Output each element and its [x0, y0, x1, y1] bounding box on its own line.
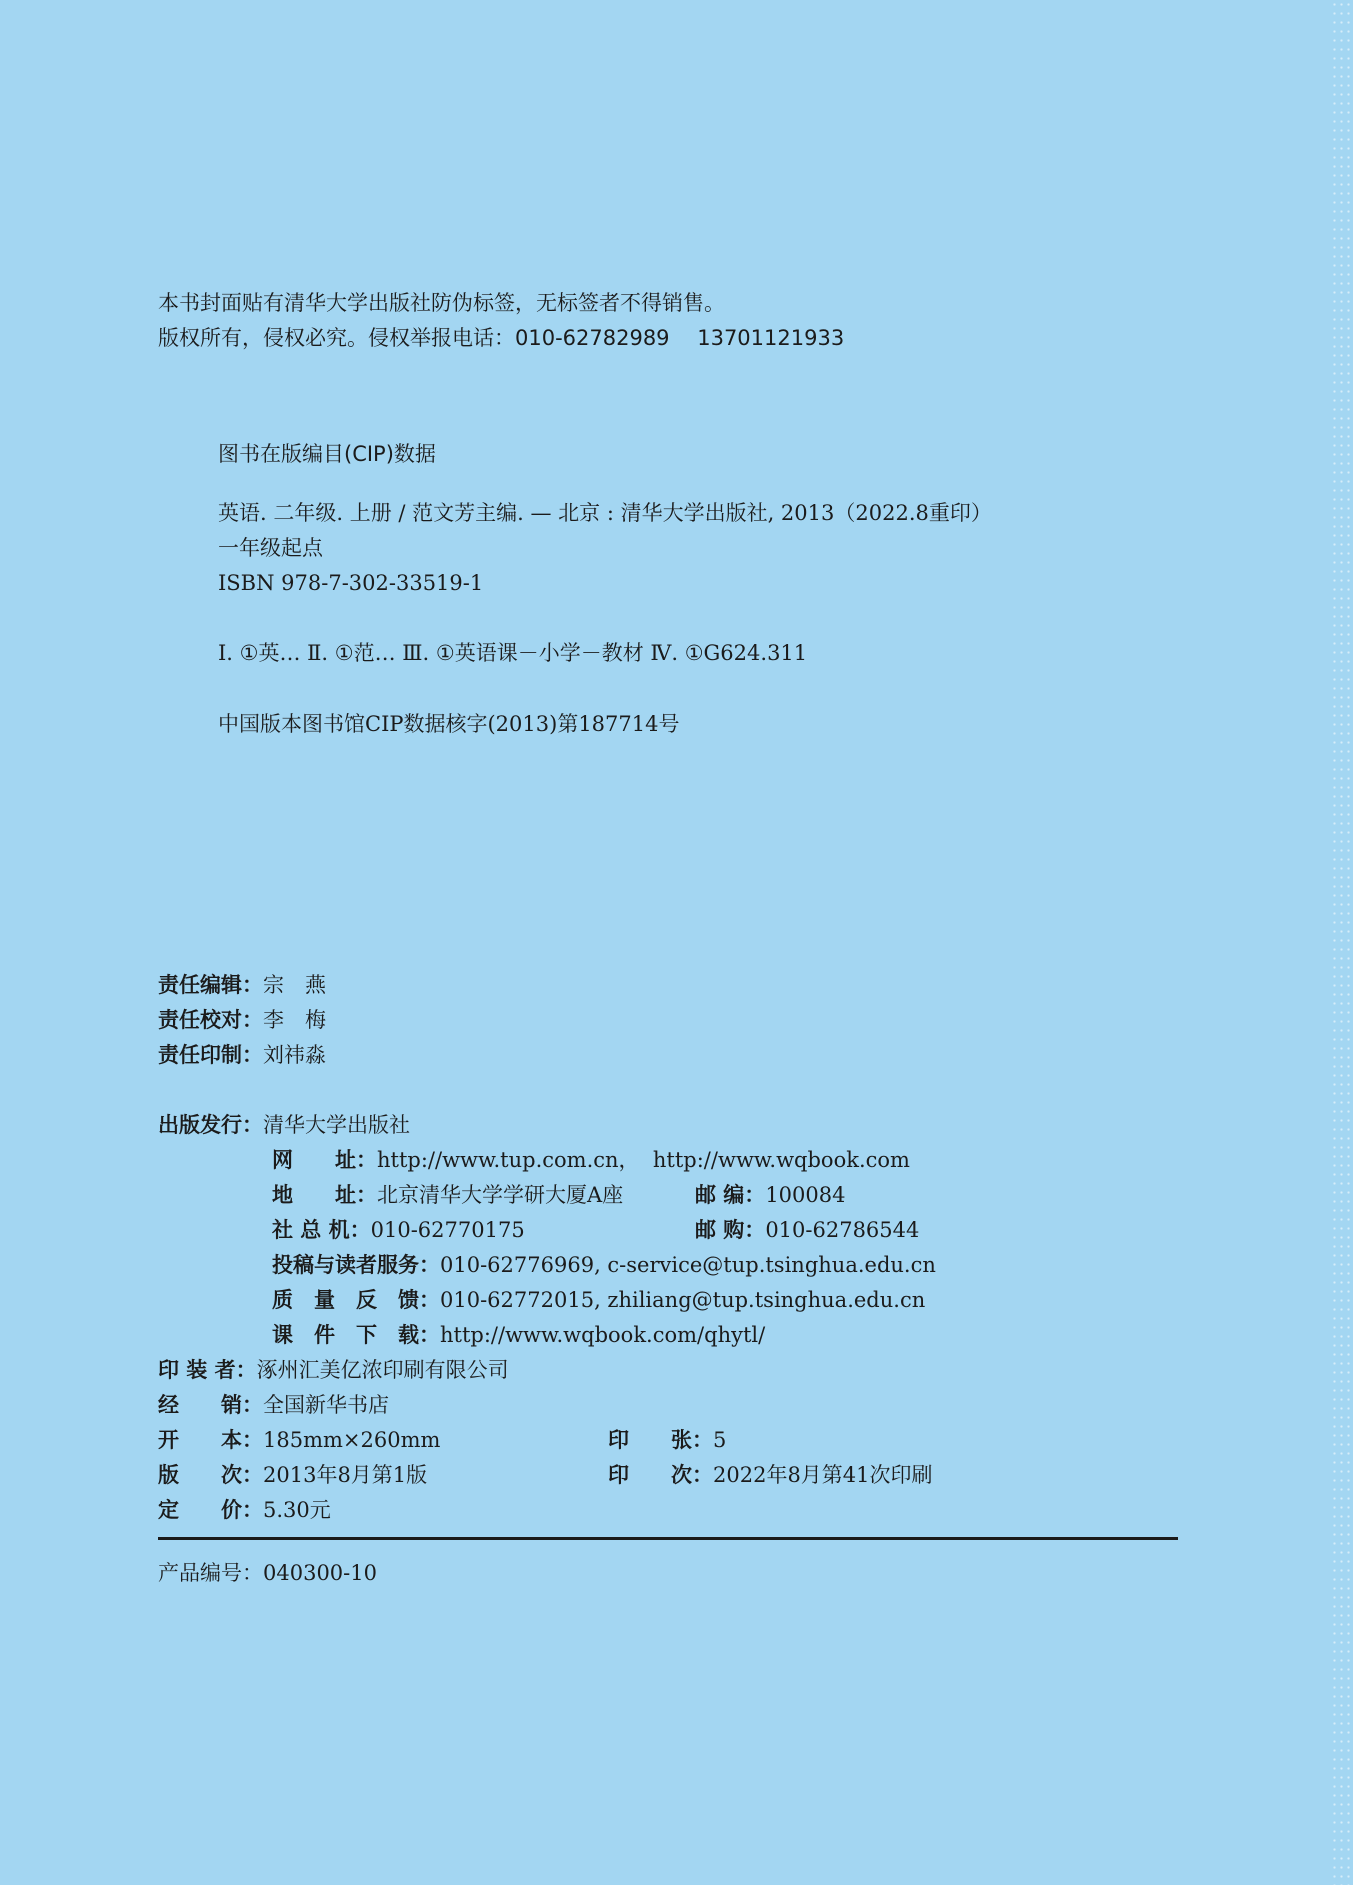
printer-value: 涿州汇美亿浓印刷有限公司 [256, 1358, 509, 1382]
service-row [272, 1252, 936, 1278]
format-row [158, 1427, 440, 1453]
website-value: http://www.tup.com.cn， http://www.wqbook.com [377, 1148, 910, 1172]
price-value: 5.30元 [263, 1498, 331, 1522]
editor-name: 宗 燕 [263, 973, 326, 997]
publisher-label: 出版发行： [158, 1113, 263, 1137]
service-value: 010-62776969, c-service@tup.tsinghua.edu.cn [440, 1253, 936, 1277]
editor-label: 责任编辑： [158, 973, 263, 997]
publisher-row [158, 1112, 410, 1138]
product-code-value: 040300-10 [263, 1561, 377, 1585]
staff-printing [158, 1042, 326, 1068]
download-label: 课 件 下 载： [272, 1323, 440, 1347]
address-label: 地 址： [272, 1183, 377, 1207]
publisher-name: 清华大学出版社 [263, 1113, 410, 1137]
sheets-row [608, 1427, 726, 1453]
staff-editor [158, 972, 326, 998]
format-value: 185mm×260mm [263, 1428, 441, 1452]
switchboard-label: 社 总 机： [272, 1218, 371, 1242]
address-row [272, 1182, 623, 1208]
switchboard-row [272, 1217, 525, 1243]
cip-record-number: 中国版本图书馆CIP数据核字(2013)第187714号 [218, 712, 680, 736]
mailorder-value: 010-62786544 [765, 1218, 920, 1242]
cip-isbn: ISBN 978-7-302-33519-1 [218, 571, 484, 595]
anti-counterfeit-notice: 本书封面贴有清华大学出版社防伪标签，无标签者不得销售。 [158, 291, 725, 315]
edition-row [158, 1462, 427, 1488]
price-label: 定 价： [158, 1498, 263, 1522]
service-label: 投稿与读者服务： [272, 1253, 440, 1277]
feedback-label: 质 量 反 馈： [272, 1288, 440, 1312]
impression-value: 2022年8月第41次印刷 [713, 1463, 933, 1487]
distributor-row [158, 1392, 389, 1418]
printing-name: 刘祎淼 [263, 1043, 326, 1067]
printer-row [158, 1357, 509, 1383]
website-label: 网 址： [272, 1148, 377, 1172]
cip-heading: 图书在版编目(CIP)数据 [218, 442, 436, 466]
staff-proofreader [158, 1007, 326, 1033]
sheets-value: 5 [713, 1428, 727, 1452]
mailorder-row [695, 1217, 919, 1243]
printer-label: 印 装 者： [158, 1358, 257, 1382]
feedback-value: 010-62772015, zhiliang@tup.tsinghua.edu.cn [440, 1288, 926, 1312]
divider-line [158, 1537, 1178, 1540]
cip-classification: Ⅰ. ①英… Ⅱ. ①范… Ⅲ. ①英语课－小学－教材 Ⅳ. ①G624.311 [218, 641, 808, 665]
download-value: http://www.wqbook.com/qhytl/ [440, 1323, 766, 1347]
edition-label: 版 次： [158, 1463, 263, 1487]
product-code-row [158, 1560, 377, 1586]
distributor-label: 经 销： [158, 1393, 263, 1417]
address-value: 北京清华大学学研大厦A座 [377, 1183, 624, 1207]
product-code-label: 产品编号： [158, 1561, 263, 1585]
proofreader-name: 李 梅 [263, 1008, 326, 1032]
cip-subtitle: 一年级起点 [218, 536, 323, 560]
distributor-value: 全国新华书店 [263, 1393, 389, 1417]
edition-value: 2013年8月第1版 [263, 1463, 428, 1487]
download-row [272, 1322, 765, 1348]
postcode-row [695, 1182, 845, 1208]
impression-label: 印 次： [608, 1463, 713, 1487]
format-label: 开 本： [158, 1428, 263, 1452]
mailorder-label: 邮 购： [695, 1218, 766, 1242]
feedback-row [272, 1287, 925, 1313]
printing-label: 责任印制： [158, 1043, 263, 1067]
switchboard-value: 010-62770175 [370, 1218, 525, 1242]
proofreader-label: 责任校对： [158, 1008, 263, 1032]
cip-title-line: 英语. 二年级. 上册 / 范文芳主编. — 北京 : 清华大学出版社, 2013（2022.8重印） [218, 501, 992, 525]
page-edge-texture [1331, 0, 1353, 1885]
copyright-notice: 版权所有，侵权必究。侵权举报电话：010-62782989 13701121933 [158, 326, 845, 350]
impression-row [608, 1462, 933, 1488]
sheets-label: 印 张： [608, 1428, 713, 1452]
website-row [272, 1147, 910, 1173]
postcode-label: 邮 编： [695, 1183, 766, 1207]
price-row [158, 1497, 331, 1523]
postcode-value: 100084 [765, 1183, 846, 1207]
